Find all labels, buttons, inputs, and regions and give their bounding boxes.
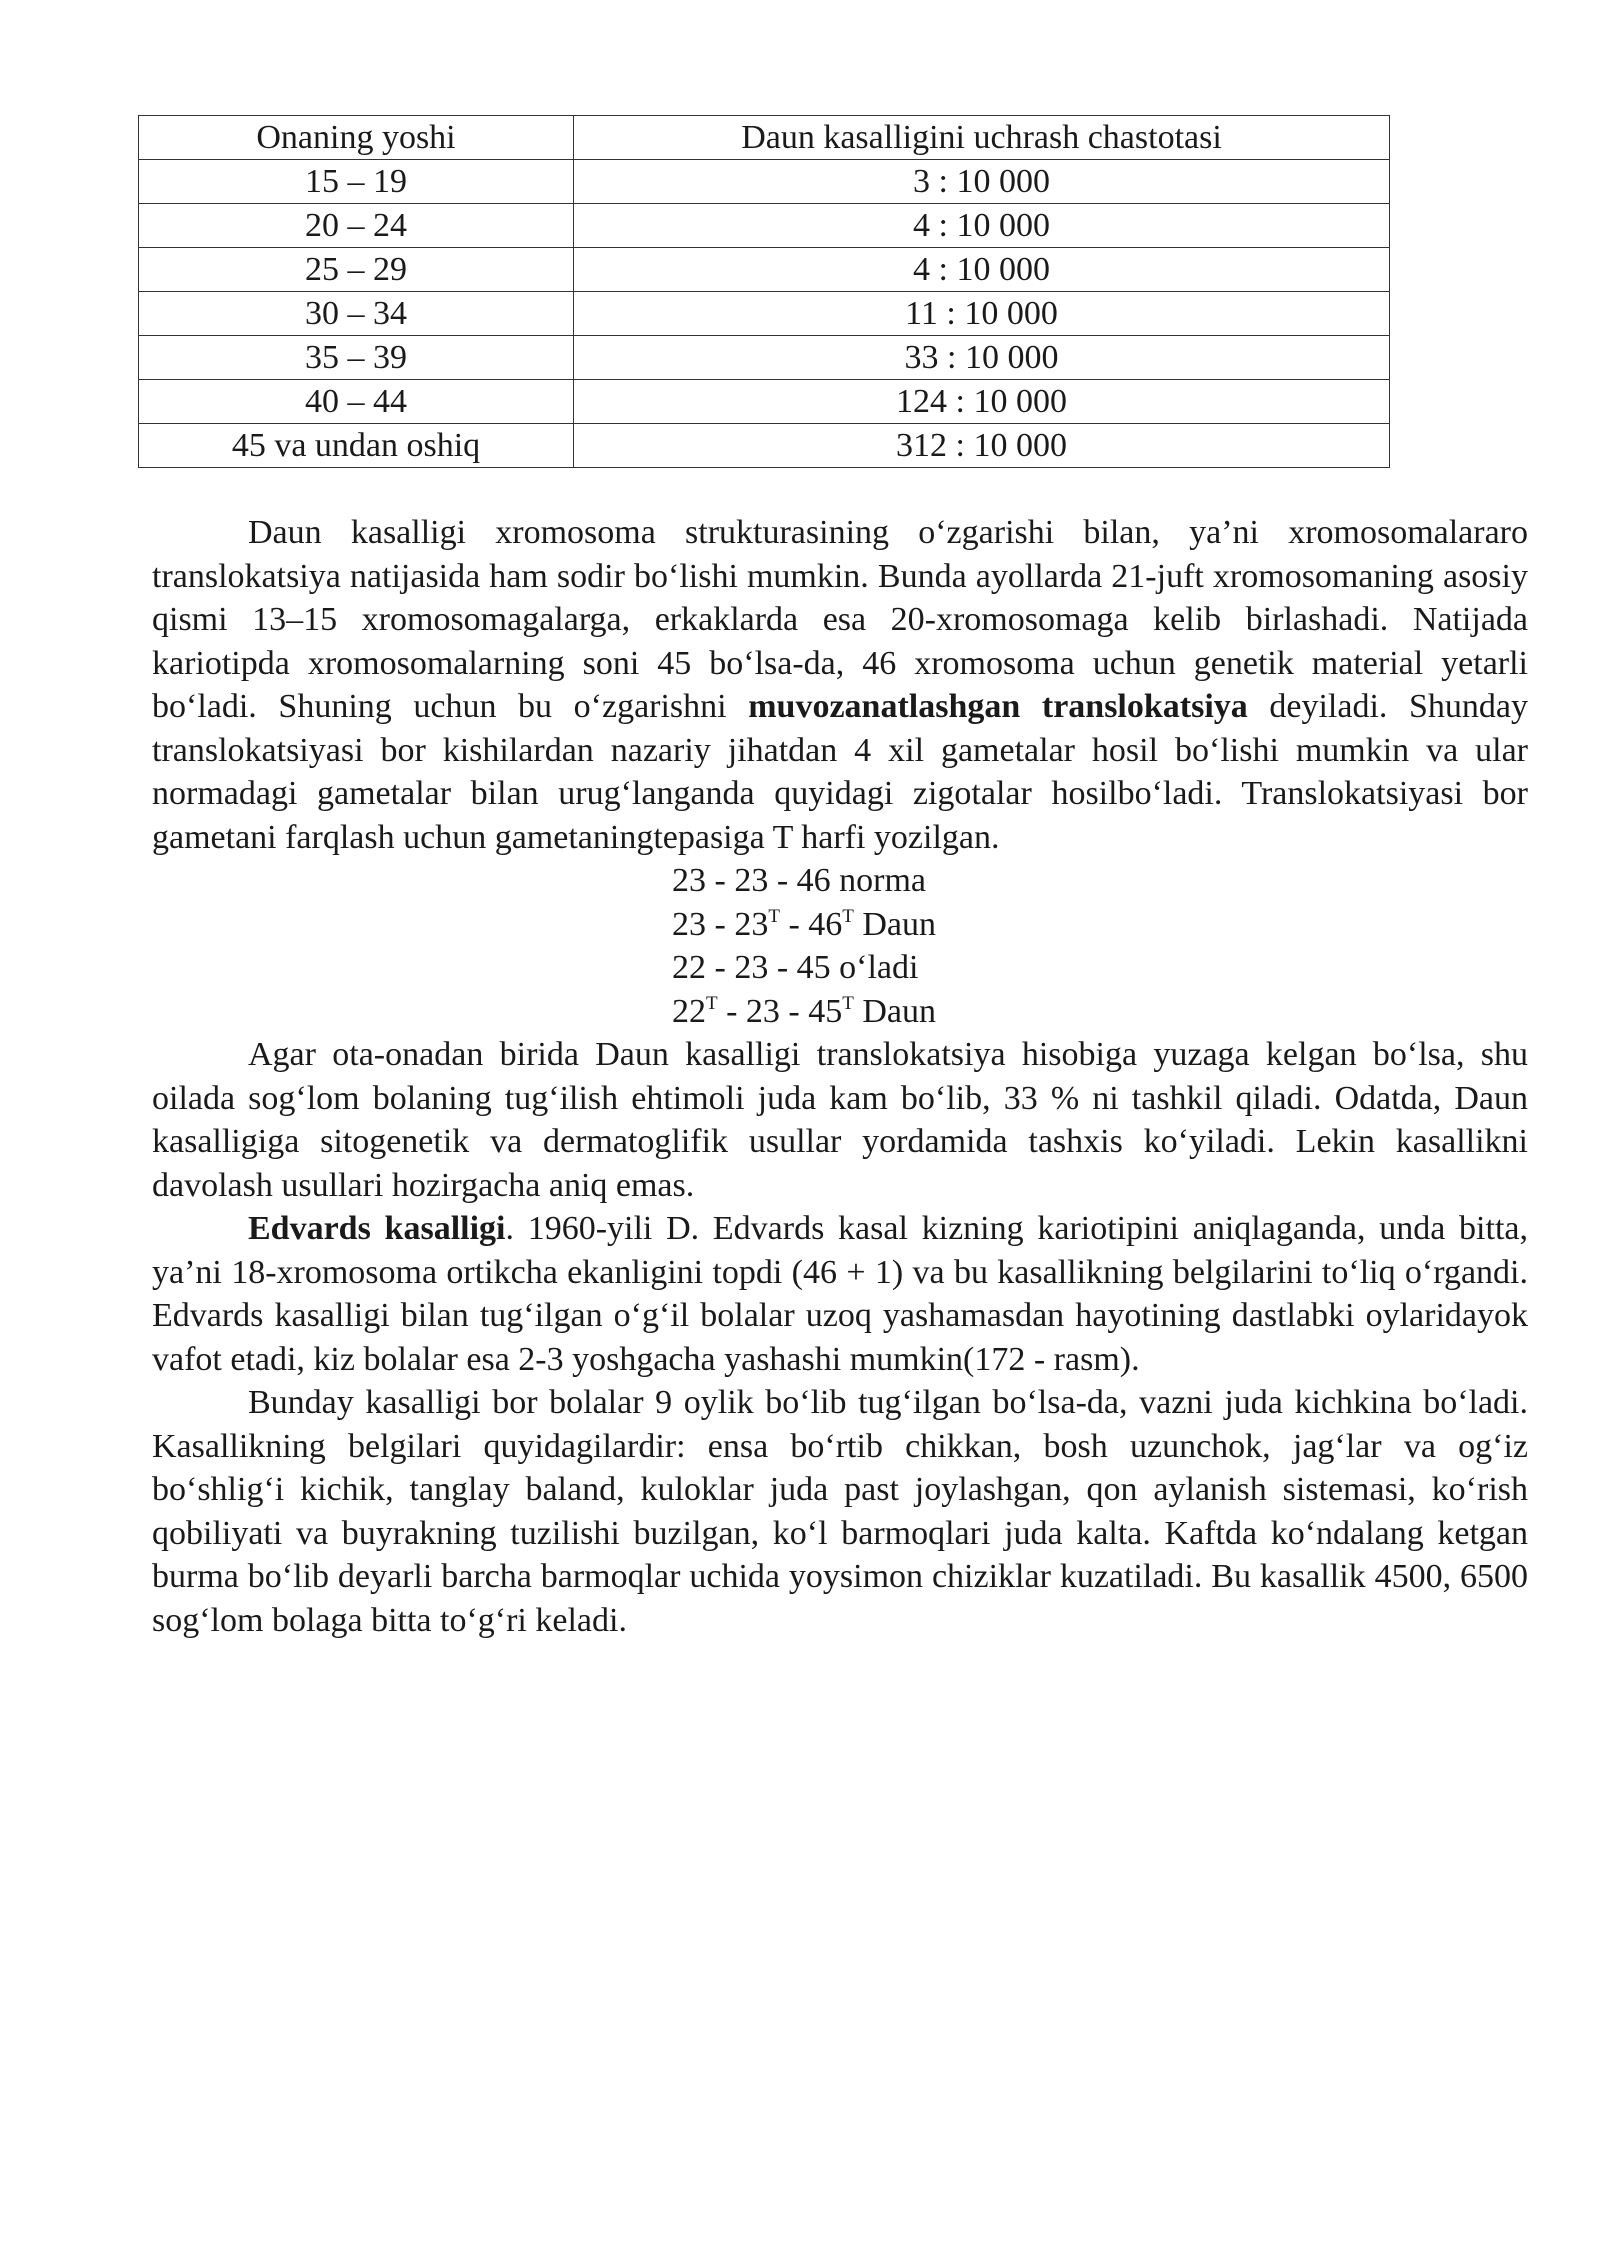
frequency-cell: 11 : 10 000 <box>574 292 1390 336</box>
header-mother-age: Onaning yoshi <box>139 116 574 160</box>
superscript-t: T <box>842 905 854 927</box>
table-row <box>139 424 1390 468</box>
formula-text: Daun <box>853 905 937 943</box>
formula-line <box>672 990 1528 1034</box>
age-cell: 45 va undan oshiq <box>139 424 574 468</box>
paragraph-probability: Agar ota-onadan birida Daun kasalligi translokatsiya hisobiga yuzaga kelgan bo‘lsa, shu oilada sog‘lom bolaning tug‘ilish ehtimoli juda kam bo‘lib, 33 % ni tashkil qiladi. Odatda, Daun kasalligiga sitogenetik va dermatoglifik usullar yordamida tashxis ko‘yiladi. Lekin kasallikni davolash usullari hozirgacha aniq emas. <box>152 1036 1528 1204</box>
frequency-cell: 4 : 10 000 <box>574 248 1390 292</box>
bold-term: muvozanatlashgan translokatsiya <box>748 688 1248 725</box>
paragraph-text: Daun kasalligi xromosoma strukturasining o‘zgarishi bilan, ya’ni xromosomalararo translokatsiya natijasida ham sodir bo‘lishi mumkin. Bunda ayollarda 21-juft xromosomaning asosiy qismi 13–15 xromosomagalarga, erkaklarda esa 20-xromosomaga kelib birlashadi. Natijada kariotipda xromosomalarning soni 45 bo‘lsa-da, 46 xromosoma uchun genetik material yetarli bo‘ladi. Shuning uchun bu o‘zgarishni <box>152 514 1528 725</box>
formula-line <box>672 859 1528 903</box>
frequency-cell: 4 : 10 000 <box>574 204 1390 248</box>
paragraph-translocation <box>152 511 1528 859</box>
table-row <box>139 160 1390 204</box>
age-cell: 25 – 29 <box>139 248 574 292</box>
formula-line <box>672 903 1528 947</box>
formula-line <box>672 946 1528 990</box>
formula-text: 23 - 23 <box>672 905 769 943</box>
superscript-t: T <box>842 992 854 1014</box>
paragraph-text: . 1960-yili D. Edvards kasal kizning kariotipini aniqlaganda, unda bitta, ya’ni 18-xromosoma ortikcha ekanligini topdi (46 + 1) va bu kasallikning belgilarini to‘liq o‘rgandi. Edvards kasalligi bilan tug‘ilgan o‘g‘il bolalar uzoq yashamasdan hayotining dastlabki oylaridayok vafot etadi, kiz bolalar esa 2-3 yoshgacha yashashi mumkin(172 - rasm). <box>152 1210 1528 1378</box>
superscript-t: T <box>768 905 780 927</box>
frequency-cell: 33 : 10 000 <box>574 336 1390 380</box>
table-header-row <box>139 116 1390 160</box>
paragraph-edwards <box>152 1207 1528 1381</box>
table-row <box>139 380 1390 424</box>
table-row <box>139 248 1390 292</box>
paragraph-symptoms: Bunday kasalligi bor bolalar 9 oylik bo‘lib tug‘ilgan bo‘lsa-da, vazni juda kichkina bo‘ladi. Kasallikning belgilari quyidagilardir: ensa bo‘rtib chikkan, bosh uzunchok, jag‘lar va og‘iz bo‘shlig‘i kichik, tanglay baland, kuloklar juda past joylashgan, qon aylanish sistemasi, ko‘rish qobiliyati va buyrakning tuzilishi buzilgan, ko‘l barmoqlari juda kalta. Kaftda ko‘ndalang ketgan burma bo‘lib deyarli barcha barmoqlar uchida yoysimon chiziklar kuzatiladi. Bu kasallik 4500, 6500 sog‘lom bolaga bitta to‘g‘ri keladi. <box>152 1384 1528 1639</box>
formula-text: Daun <box>853 992 937 1030</box>
age-cell: 15 – 19 <box>139 160 574 204</box>
frequency-cell: 124 : 10 000 <box>574 380 1390 424</box>
formula-text: 22 <box>672 992 706 1030</box>
table-row <box>139 204 1390 248</box>
age-cell: 30 – 34 <box>139 292 574 336</box>
formula-text: - 46 <box>779 905 843 943</box>
body-text <box>152 511 1528 1642</box>
paragraph-text: deyiladi. Shunday translokatsiyasi bor kishilardan nazariy jihatdan 4 xil gametalar hosil bo‘lishi mumkin va ular normadagi gametalar bilan urug‘langanda quyidagi zigotalar hosilbo‘ladi. Translokatsiyasi bor gametani farqlash uchun gametaningtepasiga T harfi yozilgan. <box>152 688 1529 856</box>
table-row <box>139 336 1390 380</box>
age-cell: 20 – 24 <box>139 204 574 248</box>
age-cell: 40 – 44 <box>139 380 574 424</box>
age-cell: 35 – 39 <box>139 336 574 380</box>
frequency-table <box>138 115 1390 468</box>
zygote-formulas <box>152 859 1528 1033</box>
formula-text: 23 - 23 - 46 norma <box>672 862 927 899</box>
formula-text: 22 - 23 - 45 o‘ladi <box>672 949 919 986</box>
bold-term: Edvards kasalligi <box>248 1210 506 1247</box>
header-frequency: Daun kasalligini uchrash chastotasi <box>574 116 1390 160</box>
frequency-cell: 312 : 10 000 <box>574 424 1390 468</box>
formula-text: - 23 - 45 <box>717 992 843 1030</box>
table-row <box>139 292 1390 336</box>
superscript-t: T <box>706 992 718 1014</box>
frequency-cell: 3 : 10 000 <box>574 160 1390 204</box>
